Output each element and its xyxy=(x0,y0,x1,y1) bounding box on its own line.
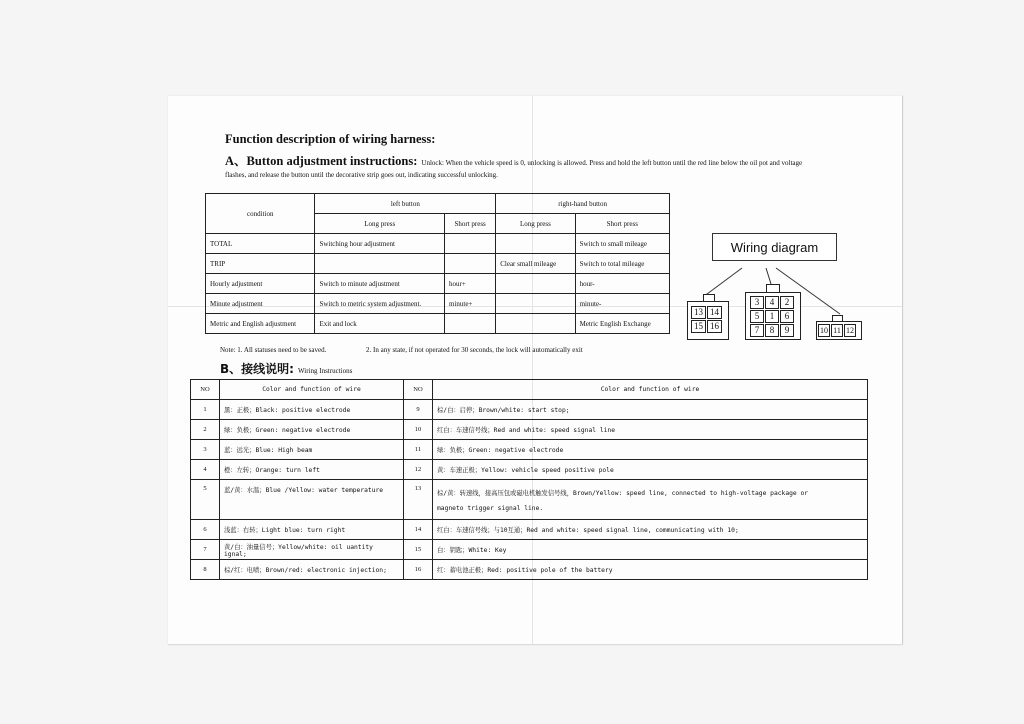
wire-number: 7 xyxy=(191,540,220,560)
connector-right-pins xyxy=(818,324,856,337)
cell-condition: Hourly adjustment xyxy=(206,274,315,294)
wiring-diagram-label: Wiring diagram xyxy=(712,233,837,261)
pin: 13 xyxy=(691,306,706,319)
wire-number: 11 xyxy=(404,440,433,460)
cell-left-long: Switching hour adjustment xyxy=(315,234,445,254)
connector-mid-pins xyxy=(750,296,794,337)
wire-description: 浅蓝：右转；Light blue: turn right xyxy=(220,520,404,540)
wire-number: 13 xyxy=(404,480,433,520)
table-row xyxy=(191,420,868,440)
wire-description: 红白：车速信号线；Red and white: speed signal line xyxy=(433,420,868,440)
header-right-long: Long press xyxy=(496,214,575,234)
header-right-button: right-hand button xyxy=(496,194,670,214)
wire-number: 10 xyxy=(404,420,433,440)
wire-number: 16 xyxy=(404,560,433,580)
pin: 8 xyxy=(765,324,779,337)
pin: 10 xyxy=(820,326,828,335)
table-row xyxy=(191,480,868,520)
wire-description: 绿：负极；Green: negative electrode xyxy=(220,420,404,440)
wire-description-continued: magneto trigger signal line. xyxy=(437,504,544,512)
table-row xyxy=(191,560,868,580)
section-a-intro-2: flashes, and release the button until the decorative strip goes out, indicating successful unlocking. xyxy=(225,171,498,179)
table-row xyxy=(191,440,868,460)
section-b-heading-line xyxy=(220,360,352,378)
pin: 9 xyxy=(780,324,794,337)
cell-left-short xyxy=(445,234,496,254)
cell-right-long xyxy=(496,314,575,334)
cell-right-short: minute- xyxy=(575,294,669,314)
cell-condition: TRIP xyxy=(206,254,315,274)
wire-number: 8 xyxy=(191,560,220,580)
wire-description: 红白：车速信号线；与10互通；Red and white: speed signal line, communicating with 10; xyxy=(433,520,868,540)
table-row xyxy=(206,294,670,314)
section-a-intro-1: Unlock: When the vehicle speed is 0, unlocking is allowed. Press and hold the left button until the red line below the oil pot and voltage xyxy=(421,159,803,167)
cell-left-short: minute+ xyxy=(445,294,496,314)
table-row xyxy=(206,274,670,294)
wire-description: 蓝/黄：水温；Blue /Yellow: water temperature xyxy=(220,480,404,520)
pin: 11 xyxy=(831,324,843,337)
cell-left-long: Switch to metric system adjustment. xyxy=(315,294,445,314)
wire-description: 白：钥匙；White: Key xyxy=(433,540,868,560)
header-right-short: Short press xyxy=(575,214,669,234)
wire-description: 黑：正极；Black: positive electrode xyxy=(220,400,404,420)
wire-description: 黄：车速正极；Yellow: vehicle speed positive pole xyxy=(433,460,868,480)
cell-right-long xyxy=(496,234,575,254)
table-row xyxy=(191,520,868,540)
cell-left-short xyxy=(445,314,496,334)
pin: 16 xyxy=(707,320,722,333)
header-left-long: Long press xyxy=(315,214,445,234)
cell-condition: TOTAL xyxy=(206,234,315,254)
header-color-function: Color and function of wire xyxy=(433,380,868,400)
pin: 4 xyxy=(765,296,779,309)
cell-right-long xyxy=(496,294,575,314)
table-row xyxy=(206,234,670,254)
wire-description: 绿：负极；Green: negative electrode xyxy=(433,440,868,460)
wire-description: 棕/白：启停；Brown/white: start stop; xyxy=(433,400,868,420)
cell-right-long xyxy=(496,274,575,294)
section-a-heading-line xyxy=(225,151,802,170)
table-row xyxy=(206,314,670,334)
wire-description: 橙：左转；Orange: turn left xyxy=(220,460,404,480)
connector-left-pins xyxy=(691,306,722,333)
button-table xyxy=(205,193,670,334)
wire-description-multiline xyxy=(433,480,868,520)
cell-condition: Metric and English adjustment xyxy=(206,314,315,334)
header-left-button: left button xyxy=(315,194,496,214)
pin: 1 xyxy=(765,310,779,323)
wiring-table xyxy=(190,379,868,580)
header-no: NO xyxy=(191,380,220,400)
wire-number: 9 xyxy=(404,400,433,420)
wire-number: 14 xyxy=(404,520,433,540)
pin: 15 xyxy=(691,320,706,333)
cell-right-short: Switch to small mileage xyxy=(575,234,669,254)
pin: 6 xyxy=(780,310,794,323)
pin: 7 xyxy=(750,324,764,337)
document-title: Function description of wiring harness: xyxy=(225,132,436,146)
cell-left-short: hour+ xyxy=(445,274,496,294)
cell-left-long xyxy=(315,254,445,274)
table-row xyxy=(191,460,868,480)
header-condition: condition xyxy=(206,194,315,234)
cell-left-long: Exit and lock xyxy=(315,314,445,334)
table-row xyxy=(191,400,868,420)
wire-description: 蓝：远光；Blue: High beam xyxy=(220,440,404,460)
table-row xyxy=(191,540,868,560)
header-color-function: Color and function of wire xyxy=(220,380,404,400)
cell-right-short: Switch to total mileage xyxy=(575,254,669,274)
wire-number: 5 xyxy=(191,480,220,520)
wire-number: 3 xyxy=(191,440,220,460)
pin: 12 xyxy=(846,326,854,335)
wire-description: 黄/白：油量信号；Yellow/white: oil uantity ignal; xyxy=(220,540,404,560)
wire-number: 2 xyxy=(191,420,220,440)
cell-left-long: Switch to minute adjustment xyxy=(315,274,445,294)
table-row xyxy=(206,254,670,274)
pin: 2 xyxy=(780,296,794,309)
note-2: 2. In any state, if not operated for 30 seconds, the lock will automatically exit xyxy=(366,346,583,354)
cell-right-short: Metric English Exchange xyxy=(575,314,669,334)
wire-number: 15 xyxy=(404,540,433,560)
cell-right-short: hour- xyxy=(575,274,669,294)
header-left-short: Short press xyxy=(445,214,496,234)
wire-number: 1 xyxy=(191,400,220,420)
section-b-heading: B、接线说明: xyxy=(220,362,294,376)
wire-description: 红：蓄电池正极；Red: positive pole of the battery xyxy=(433,560,868,580)
pin: 5 xyxy=(750,310,764,323)
wire-number: 12 xyxy=(404,460,433,480)
cell-condition: Minute adjustment xyxy=(206,294,315,314)
header-no: NO xyxy=(404,380,433,400)
pin: 14 xyxy=(707,306,722,319)
section-b-subheading: Wiring Instructions xyxy=(297,367,353,375)
document-page xyxy=(168,96,903,645)
section-a-heading: A、Button adjustment instructions: xyxy=(225,154,418,168)
wire-description: 棕/黄：转速线，接高压包或磁电机触发信号线，Brown/Yellow: speed line, connected to high-voltage package or xyxy=(437,489,809,497)
wire-description: 棕/红：电喷；Brown/red: electronic injection; xyxy=(220,560,404,580)
cell-right-long: Clear small mileage xyxy=(496,254,575,274)
cell-left-short xyxy=(445,254,496,274)
note-1: Note: 1. All statuses need to be saved. xyxy=(220,346,327,354)
wire-number: 4 xyxy=(191,460,220,480)
pin: 3 xyxy=(750,296,764,309)
wire-number: 6 xyxy=(191,520,220,540)
